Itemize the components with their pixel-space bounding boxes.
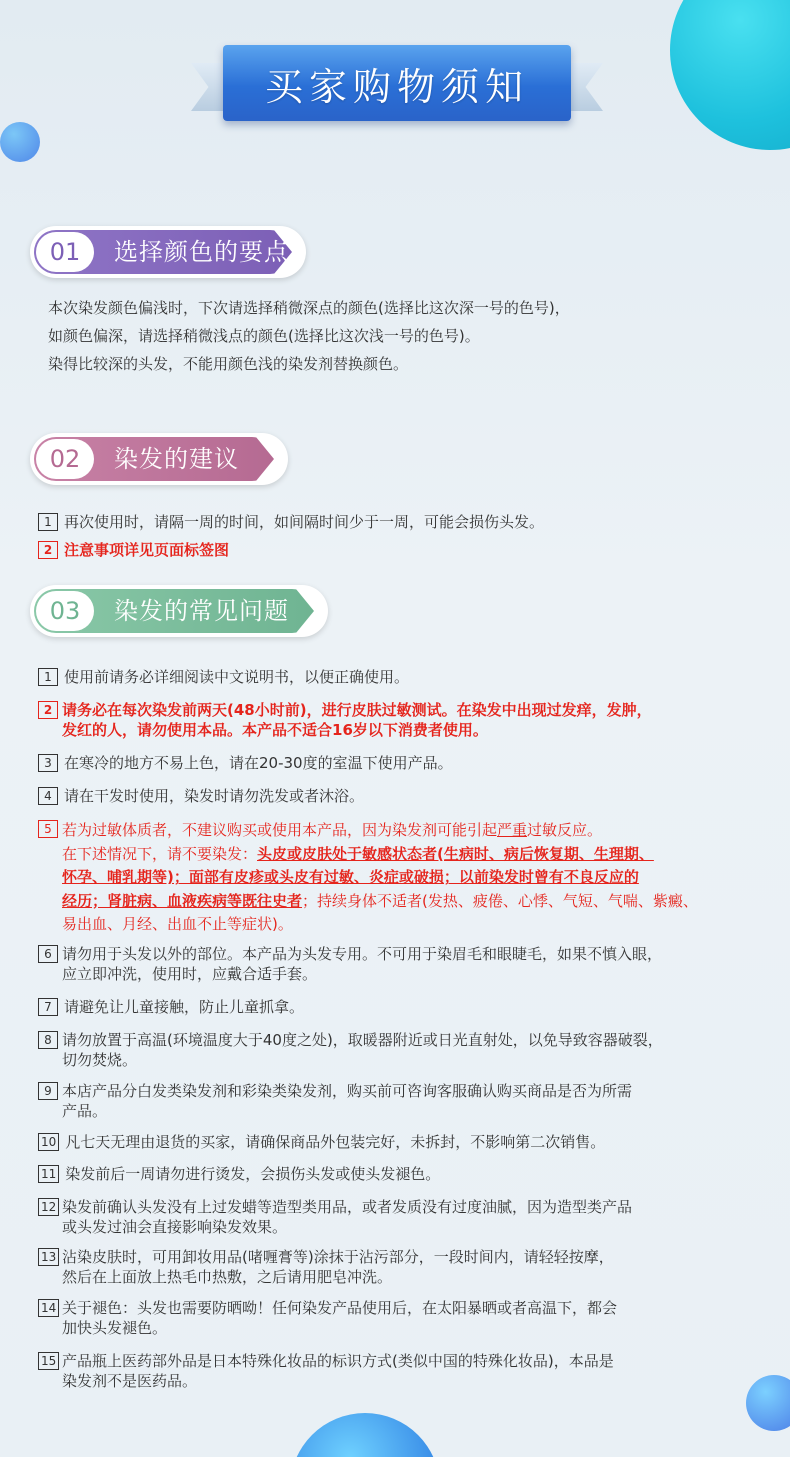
list-item: [38, 997, 778, 1017]
item-number: 1: [38, 668, 58, 686]
item-text: [62, 1030, 778, 1070]
item-text: [62, 1247, 778, 1287]
list-item: [38, 944, 778, 983]
item-number: 11: [38, 1165, 59, 1183]
text-segment: 过敏反应。: [527, 821, 603, 839]
decorative-circle: [670, 0, 790, 150]
item-line: 染发剂不是医药品。: [62, 1372, 198, 1390]
list-item: [38, 1164, 778, 1184]
item-line: 本店产品分白发类染发剂和彩染类染发剂，购买前可咨询客服确认购买商品是否为所需: [62, 1082, 633, 1100]
section-title: 染发的常见问题: [114, 597, 289, 625]
item-number: 3: [38, 754, 58, 772]
item-line: [62, 843, 778, 867]
item-text: [62, 700, 778, 740]
item-line: [62, 819, 778, 843]
list-item: [38, 1132, 778, 1152]
section1-text: [48, 294, 768, 378]
list-item-warning: [38, 700, 778, 739]
title-banner: [205, 45, 589, 123]
item-number: 5: [38, 820, 58, 838]
decorative-circle: [0, 122, 40, 162]
item-line: 请务必在每次染发前两天(48小时前)，进行皮肤过敏测试。在染发中出现过发痒，发肿，: [62, 701, 652, 719]
item-line: 切勿焚烧。: [62, 1051, 138, 1069]
item-line: 产品瓶上医药部外品是日本特殊化妆品的标识方式(类似中国的特殊化妆品)，本品是: [62, 1352, 614, 1370]
item-number: 13: [38, 1248, 59, 1266]
section-number: 02: [36, 439, 94, 479]
paragraph-line: 如颜色偏深，请选择稍微浅点的颜色(选择比这次浅一号的色号)。: [48, 327, 480, 345]
page-title: 买家购物须知: [264, 64, 529, 109]
item-line: [62, 890, 778, 914]
item-text: 染发前后一周请勿进行烫发，会损伤头发或使头发褪色。: [65, 1165, 441, 1183]
item-text: 再次使用时，请隔一周的时间，如间隔时间少于一周，可能会损伤头发。: [64, 513, 545, 531]
item-line: 产品。: [62, 1102, 108, 1120]
item-number: 2: [38, 541, 58, 559]
item-text: [62, 1081, 778, 1121]
item-number: 6: [38, 945, 58, 963]
item-line: 关于褪色：头发也需要防晒呦！任何染发产品使用后，在太阳暴晒或者高温下，都会: [62, 1299, 618, 1317]
text-segment-emphasis: 经历；肾脏病、血液疾病等既往史者: [62, 891, 303, 910]
list-item-warning: [38, 540, 778, 560]
section-title: 选择颜色的要点: [114, 238, 289, 266]
paragraph-line: 本次染发颜色偏浅时，下次请选择稍微深点的颜色(选择比这次深一号的色号)，: [48, 299, 570, 317]
text-segment-emphasis: 头皮或皮肤处于敏感状态者(生病时、病后恢复期、生理期、: [257, 844, 654, 863]
item-number: 4: [38, 787, 58, 805]
list-item: [38, 1197, 778, 1236]
item-number: 14: [38, 1299, 59, 1317]
list-item: [38, 753, 778, 773]
item-line: 易出血、月经、出血不止等症状)。: [62, 915, 293, 933]
item-line: 请勿放置于高温(环境温度大于40度之处)，取暖器附近或日光直射处，以免导致容器破裂，: [62, 1031, 663, 1049]
decorative-circle: [290, 1413, 440, 1457]
item-line: 加快头发褪色。: [62, 1319, 168, 1337]
item-text: 注意事项详见页面标签图: [64, 541, 230, 559]
item-line: 或头发过油会直接影响染发效果。: [62, 1218, 288, 1236]
item-text: [62, 819, 778, 937]
list-item: [38, 1298, 778, 1337]
list-item: [38, 1030, 778, 1069]
section-header-faq: [30, 585, 328, 637]
list-item-warning: [38, 819, 778, 933]
list-item: [38, 667, 778, 687]
item-text: [62, 944, 778, 984]
list-item: [38, 1247, 778, 1286]
item-line: 请勿用于头发以外的部位。本产品为头发专用。不可用于染眉毛和眼睫毛，如果不慎入眼，: [62, 945, 663, 963]
item-number: 15: [38, 1352, 59, 1370]
paragraph-line: 染得比较深的头发，不能用颜色浅的染发剂替换颜色。: [48, 355, 409, 373]
item-line: 然后在上面放上热毛巾热敷，之后请用肥皂冲洗。: [62, 1268, 393, 1286]
item-line: 沾染皮肤时，可用卸妆用品(啫喱膏等)涂抹于沾污部分，一段时间内，请轻轻按摩，: [62, 1248, 614, 1266]
item-number: 7: [38, 998, 58, 1016]
section-number: 01: [36, 232, 94, 272]
text-segment: 若为过敏体质者，不建议购买或使用本产品，因为染发剂可能引起: [62, 821, 498, 839]
item-text: 在寒冷的地方不易上色，请在20-30度的室温下使用产品。: [64, 754, 453, 772]
item-text: [62, 1351, 778, 1391]
banner-body: [223, 45, 571, 121]
item-number: 8: [38, 1031, 58, 1049]
list-item: [38, 1081, 778, 1120]
item-number: 12: [38, 1198, 59, 1216]
item-number: 2: [38, 701, 58, 719]
item-line: 染发前确认头发没有上过发蜡等造型类用品，或者发质没有过度油腻，因为造型类产品: [62, 1198, 633, 1216]
item-text: 请避免让儿童接触，防止儿童抓拿。: [64, 998, 305, 1016]
item-text: 使用前请务必详细阅读中文说明书，以便正确使用。: [64, 668, 410, 686]
list-item: [38, 786, 778, 806]
section-title: 染发的建议: [114, 445, 239, 473]
section-header-color-tips: [30, 226, 306, 278]
item-number: 9: [38, 1082, 58, 1100]
list-item: [38, 1351, 778, 1390]
text-segment: 在下述情况下，请不要染发：: [62, 844, 258, 863]
list-item: [38, 512, 778, 532]
item-line: 怀孕、哺乳期等)；面部有皮疹或头皮有过敏、炎症或破损；以前染发时曾有不良反应的: [62, 868, 639, 886]
text-segment: ；持续身体不适者(发热、疲倦、心悸、气短、气喘、紫癜、: [302, 891, 698, 910]
item-number: 10: [38, 1133, 59, 1151]
text-segment-emphasis: 严重: [497, 821, 528, 839]
item-line: 发红的人，请勿使用本品。本产品不适合16岁以下消费者使用。: [62, 721, 488, 739]
item-line: 应立即冲洗，使用时，应戴合适手套。: [62, 965, 318, 983]
item-number: 1: [38, 513, 58, 531]
item-text: 凡七天无理由退货的买家，请确保商品外包装完好，未拆封，不影响第二次销售。: [65, 1133, 606, 1151]
item-text: [62, 1197, 778, 1237]
section-header-dye-advice: [30, 433, 288, 485]
item-text: 请在干发时使用，染发时请勿洗发或者沐浴。: [64, 787, 365, 805]
item-text: [62, 1298, 778, 1338]
section-number: 03: [36, 591, 94, 631]
